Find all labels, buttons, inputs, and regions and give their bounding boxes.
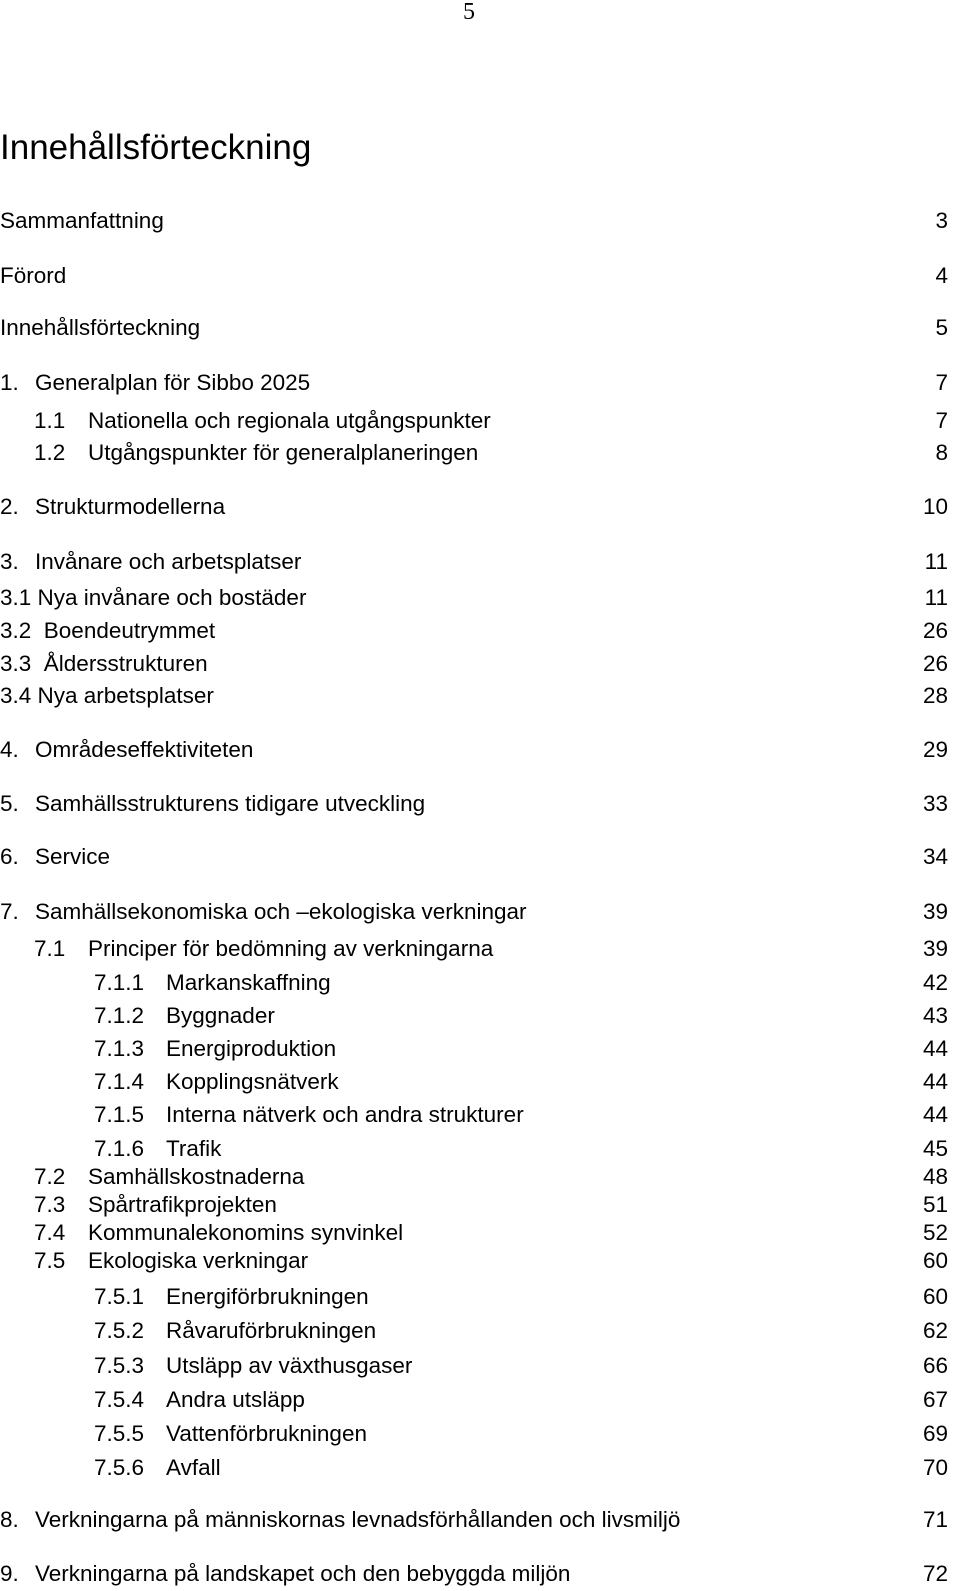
toc-entry-number: 7.5.1 <box>94 1284 145 1309</box>
toc-entry-title: 3.1 Nya invånare och bostäder <box>0 585 307 610</box>
toc-entry-page: 44 <box>922 1102 948 1127</box>
toc-entry-page: 51 <box>922 1192 948 1217</box>
toc-entry-number: 7.3 <box>34 1192 66 1217</box>
toc-entry-title: Service <box>35 844 111 869</box>
toc-entry-page: 4 <box>935 263 948 288</box>
toc-entry-number: 7.1.1 <box>94 970 145 995</box>
toc-entry-page: 42 <box>922 970 948 995</box>
toc-entry-page: 11 <box>924 585 948 610</box>
toc-entry-number: 7.1 <box>34 936 66 961</box>
toc-entry-number: 7.1.6 <box>94 1136 145 1161</box>
toc-entry <box>0 1100 948 1130</box>
toc-entry-title: 3.3 Åldersstrukturen <box>0 651 208 676</box>
toc-entry-number: 7.5.2 <box>94 1318 145 1343</box>
toc-entry-title: 3.2 Boendeutrymmet <box>0 618 216 643</box>
toc-entry-number: 2. <box>0 494 19 519</box>
toc-entry-page: 71 <box>922 1507 948 1532</box>
toc-entry <box>0 438 948 468</box>
toc-entry-number: 1.2 <box>34 440 66 465</box>
toc-entry-title: Invånare och arbetsplatser <box>35 549 302 574</box>
toc-entry-page: 66 <box>922 1353 948 1378</box>
toc-entry-page: 39 <box>922 899 948 924</box>
toc-entry-number: 7.1.4 <box>94 1069 145 1094</box>
toc-entry-page: 44 <box>922 1069 948 1094</box>
toc-entry-title: Generalplan för Sibbo 2025 <box>35 370 311 395</box>
toc-entry-title: Kopplingsnätverk <box>166 1069 339 1094</box>
toc-entry-title: 3.4 Nya arbetsplatser <box>0 683 214 708</box>
toc-entry-number: 5. <box>0 791 19 816</box>
toc-entry-page: 10 <box>922 494 948 519</box>
toc-entry <box>0 1034 948 1064</box>
toc-entry <box>0 934 948 964</box>
toc-entry-number: 7.5.6 <box>94 1455 145 1480</box>
toc-entry-page: 26 <box>922 651 948 676</box>
toc-entry-title: Vattenförbrukningen <box>166 1421 367 1446</box>
toc-entry-title: Markanskaffning <box>166 970 331 995</box>
toc-entry-title: Samhällsekonomiska och –ekologiska verkningar <box>35 899 527 924</box>
toc-entry-title: Principer för bedömning av verkningarna <box>88 936 494 961</box>
toc-entry-number: 7.5.4 <box>94 1387 145 1412</box>
toc-entry-title: Strukturmodellerna <box>35 494 226 519</box>
toc-entry-title: Interna nätverk och andra strukturer <box>166 1102 524 1127</box>
toc-entry <box>0 492 948 522</box>
toc-entry-title: Verkningarna på landskapet och den bebyggda miljön <box>35 1561 571 1586</box>
toc-entry-number: 7.1.3 <box>94 1036 145 1061</box>
toc-entry <box>0 1162 948 1192</box>
toc-entry-title: Trafik <box>166 1136 222 1161</box>
toc-entry-number: 6. <box>0 844 19 869</box>
toc-entry-page: 39 <box>922 936 948 961</box>
toc-entry-title: Spårtrafikprojekten <box>88 1192 277 1217</box>
toc-entry-page: 43 <box>922 1003 948 1028</box>
toc-entry-page: 7 <box>935 408 948 433</box>
toc-entry-page: 69 <box>922 1421 948 1446</box>
toc-entry <box>0 1001 948 1031</box>
toc-entry <box>0 1559 948 1589</box>
toc-entry-page: 70 <box>922 1455 948 1480</box>
toc-entry-page: 29 <box>922 737 948 762</box>
toc-entry-page: 11 <box>924 549 948 574</box>
toc-entry <box>0 1218 948 1248</box>
toc-entry-number: 7.5.3 <box>94 1353 145 1378</box>
toc-entry <box>0 1453 948 1483</box>
toc-entry <box>0 261 948 291</box>
toc-entry-number: 7.1.2 <box>94 1003 145 1028</box>
toc-entry-number: 9. <box>0 1561 19 1586</box>
toc-entry-title: Energiförbrukningen <box>166 1284 369 1309</box>
toc-entry-page: 45 <box>922 1136 948 1161</box>
toc-entry <box>0 1134 948 1164</box>
toc-entry <box>0 968 948 998</box>
toc-entry <box>0 313 948 343</box>
toc-entry-page: 33 <box>922 791 948 816</box>
toc-entry-number: 4. <box>0 737 19 762</box>
toc-entry-title: Byggnader <box>166 1003 275 1028</box>
toc-entry-page: 7 <box>935 370 948 395</box>
toc-entry <box>0 681 948 711</box>
toc-entry <box>0 583 948 613</box>
toc-entry-page: 26 <box>922 618 948 643</box>
toc-entry <box>0 1246 948 1276</box>
toc-entry-title: Innehållsförteckning <box>0 315 201 340</box>
toc-entry <box>0 368 948 398</box>
toc-entry-number: 3. <box>0 549 19 574</box>
toc-entry-number: 7. <box>0 899 19 924</box>
toc-entry-number: 1.1 <box>34 408 66 433</box>
toc-entry-page: 8 <box>935 440 948 465</box>
toc-entry <box>0 1282 948 1312</box>
toc-entry-page: 72 <box>922 1561 948 1586</box>
toc-entry-number: 7.1.5 <box>94 1102 145 1127</box>
toc-entry-title: Nationella och regionala utgångspunkter <box>88 408 491 433</box>
toc-entry <box>0 1385 948 1415</box>
toc-entry <box>0 649 948 679</box>
toc-entry-title: Verkningarna på människornas levnadsförhållanden och livsmiljö <box>35 1507 681 1532</box>
toc-entry <box>0 1316 948 1346</box>
toc-entry-title: Samhällsstrukturens tidigare utveckling <box>35 791 426 816</box>
toc-entry-title: Utgångspunkter för generalplaneringen <box>88 440 479 465</box>
toc-entry-number: 1. <box>0 370 19 395</box>
toc-entry-page: 28 <box>922 683 948 708</box>
toc-entry <box>0 1067 948 1097</box>
toc-entry-title: Sammanfattning <box>0 208 164 233</box>
toc-entry-title: Råvaruförbrukningen <box>166 1318 377 1343</box>
toc-entry <box>0 206 948 236</box>
toc-entry <box>0 547 948 577</box>
toc-entry <box>0 616 948 646</box>
toc-entry-number: 7.5.5 <box>94 1421 145 1446</box>
toc-entry-page: 44 <box>922 1036 948 1061</box>
toc-entry <box>0 1190 948 1220</box>
toc-entry-title: Samhällskostnaderna <box>88 1164 305 1189</box>
toc-entry-page: 5 <box>935 315 948 340</box>
toc-entry-number: 7.4 <box>34 1220 66 1245</box>
toc-entry-number: 7.2 <box>34 1164 66 1189</box>
toc-entry <box>0 1419 948 1449</box>
toc-entry-number: 7.5 <box>34 1248 66 1273</box>
toc-entry-page: 48 <box>922 1164 948 1189</box>
toc-entry <box>0 789 948 819</box>
toc-entry-title: Förord <box>0 263 67 288</box>
toc-entry-title: Energiproduktion <box>166 1036 337 1061</box>
toc-entry-title: Avfall <box>166 1455 221 1480</box>
toc-entry-title: Områdeseffektiviteten <box>35 737 254 762</box>
toc-entry <box>0 842 948 872</box>
toc-entry <box>0 897 948 927</box>
toc-entry <box>0 406 948 436</box>
toc-entry-page: 60 <box>922 1284 948 1309</box>
toc-entry <box>0 1351 948 1381</box>
toc-entry-page: 3 <box>935 208 948 233</box>
toc-entry-page: 62 <box>922 1318 948 1343</box>
toc-entry <box>0 735 948 765</box>
toc-entry-title: Kommunalekonomins synvinkel <box>88 1220 404 1245</box>
toc-entry-number: 8. <box>0 1507 19 1532</box>
toc-entry-title: Andra utsläpp <box>166 1387 305 1412</box>
page-title: Innehållsförteckning <box>0 128 312 167</box>
page-number: 5 <box>463 0 475 25</box>
toc-entry-page: 67 <box>922 1387 948 1412</box>
toc-entry-page: 34 <box>922 844 948 869</box>
toc-entry-page: 60 <box>922 1248 948 1273</box>
toc-entry-title: Ekologiska verkningar <box>88 1248 309 1273</box>
toc-entry-title: Utsläpp av växthusgaser <box>166 1353 413 1378</box>
toc-entry-page: 52 <box>922 1220 948 1245</box>
toc-entry <box>0 1505 948 1535</box>
